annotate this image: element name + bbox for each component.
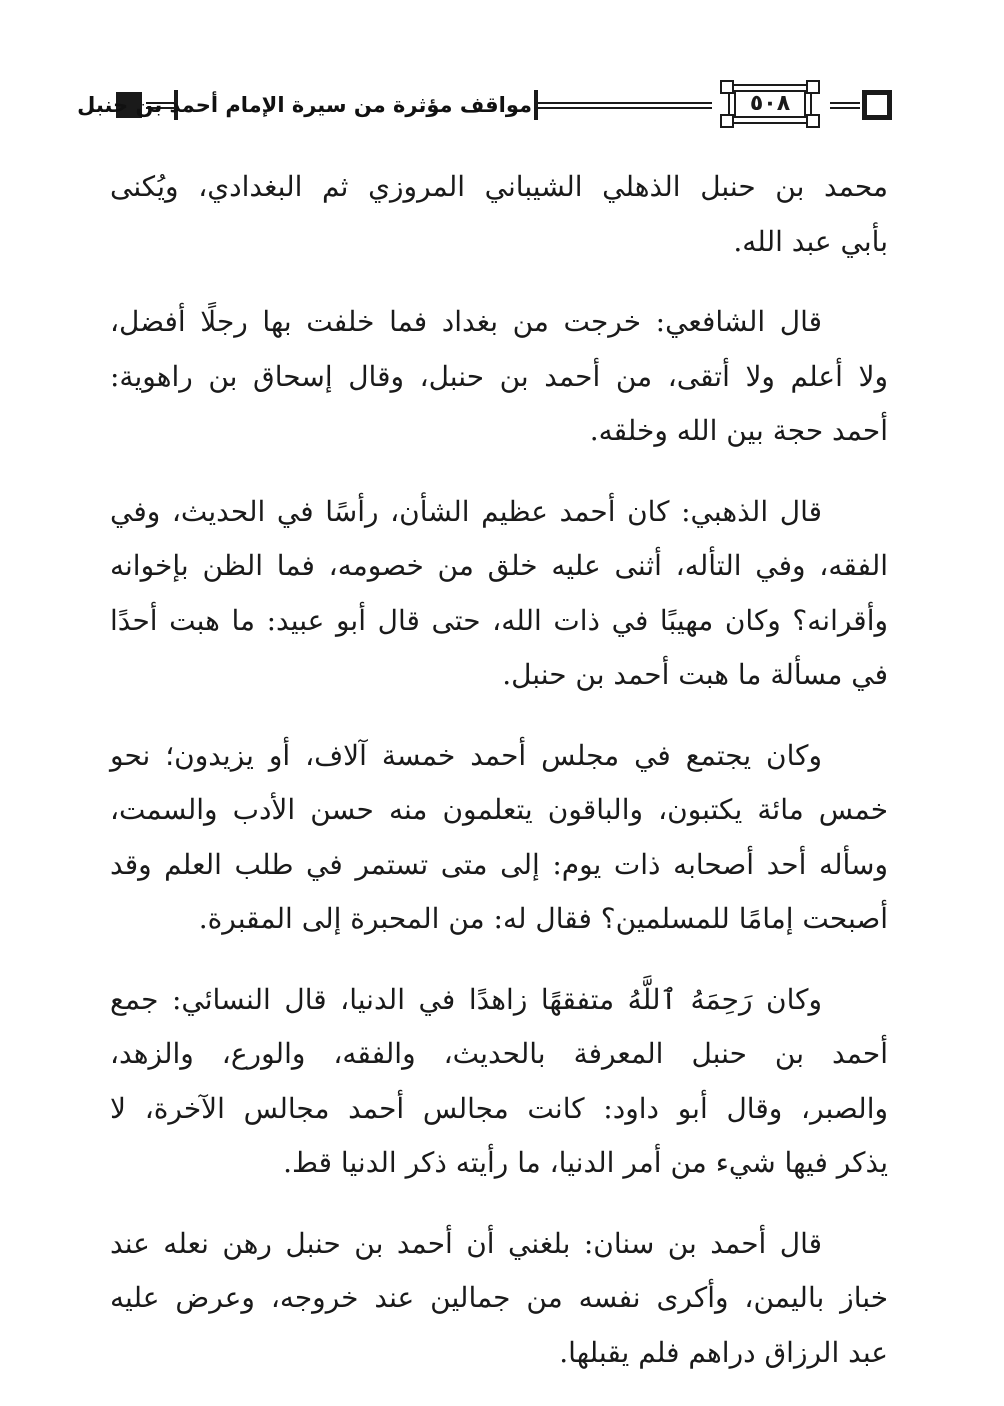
text-line: أحمد بن حنبل المعرفة بالحديث، والفقه، والورع، والزهد،	[110, 1037, 888, 1070]
text-line: وسأله أحد أصحابه ذات يوم: إلى متى تستمر في طلب العلم وقد	[110, 847, 889, 881]
frame-corner-ornament	[806, 114, 820, 128]
text-line: قال أحمد بن سنان: بلغني أن أحمد بن حنبل رهن نعله عند	[110, 1226, 822, 1260]
text-line: بأبي عبد الله.	[733, 224, 888, 258]
header-rule	[830, 102, 860, 109]
text-line: وكان يجتمع في مجلس أحمد خمسة آلاف، أو يزيدون؛ نحو	[110, 738, 822, 772]
text-line: أحمد حجة بين الله وخلقه.	[589, 414, 888, 447]
text-line: وأقرانه؟ وكان مهيبًا في ذات الله، حتى قال أبو عبيد: ما هبت أحدًا	[110, 603, 888, 637]
text-line: خمس مائة يكتبون، والباقون يتعلمون منه حسن الأدب والسمت،	[110, 793, 888, 826]
body-text	[110, 160, 888, 1406]
page-number-frame	[720, 84, 820, 124]
paragraph	[110, 729, 888, 947]
text-line: وكان رَحِمَهُ ٱللَّهُ متفقهًا زاهدًا في الدنيا، قال النسائي: جمع	[110, 982, 822, 1016]
text-line: الفقه، وفي التأله، أثنى عليه خلق من خصومه، فما الظن بإخوانه	[110, 549, 888, 582]
text-line: خباز باليمن، وأكرى نفسه من جمالين عند خروجه، وعرض عليه	[110, 1281, 888, 1314]
text-line: يذكر فيها شيء من أمر الدنيا، ما رأيته ذكر الدنيا قط.	[283, 1146, 888, 1179]
paragraph	[110, 160, 888, 269]
running-header	[77, 80, 890, 132]
paragraph	[110, 973, 888, 1191]
text-line: قال الذهبي: كان أحمد عظيم الشأن، رأسًا في الحديث، وفي	[110, 494, 822, 528]
frame-corner-ornament	[720, 80, 734, 94]
text-line: محمد بن حنبل الذهلي الشيباني المروزي ثم البغدادي، ويُكنى	[110, 170, 888, 203]
frame-corner-ornament	[720, 114, 734, 128]
text-line: قال الشافعي: خرجت من بغداد فما خلفت بها رجلًا أفضل،	[110, 305, 822, 338]
paragraph	[110, 485, 888, 703]
header-rule	[536, 102, 712, 109]
text-line: عبد الرزاق دراهم فلم يقبلها.	[559, 1335, 888, 1369]
text-line: أصبحت إمامًا للمسلمين؟ فقال له: من المحبرة إلى المقبرة.	[198, 902, 888, 935]
frame-corner-ornament	[806, 80, 820, 94]
text-line: والصبر، وقال أبو داود: كانت مجالس أحمد مجالس الآخرة، لا	[110, 1091, 888, 1125]
page-number: ٥٠٨	[749, 91, 791, 116]
text-line: في مسألة ما هبت أحمد بن حنبل.	[502, 658, 888, 691]
paragraph	[110, 1217, 888, 1381]
paragraph	[110, 295, 888, 459]
text-line: ولا أعلم ولا أتقى، من أحمد بن حنبل، وقال إسحاق بن راهوية:	[110, 359, 888, 393]
running-title: مواقف مؤثرة من سيرة الإمام أحمد بن حنبل	[77, 93, 532, 117]
hollow-square-ornament	[862, 90, 892, 120]
